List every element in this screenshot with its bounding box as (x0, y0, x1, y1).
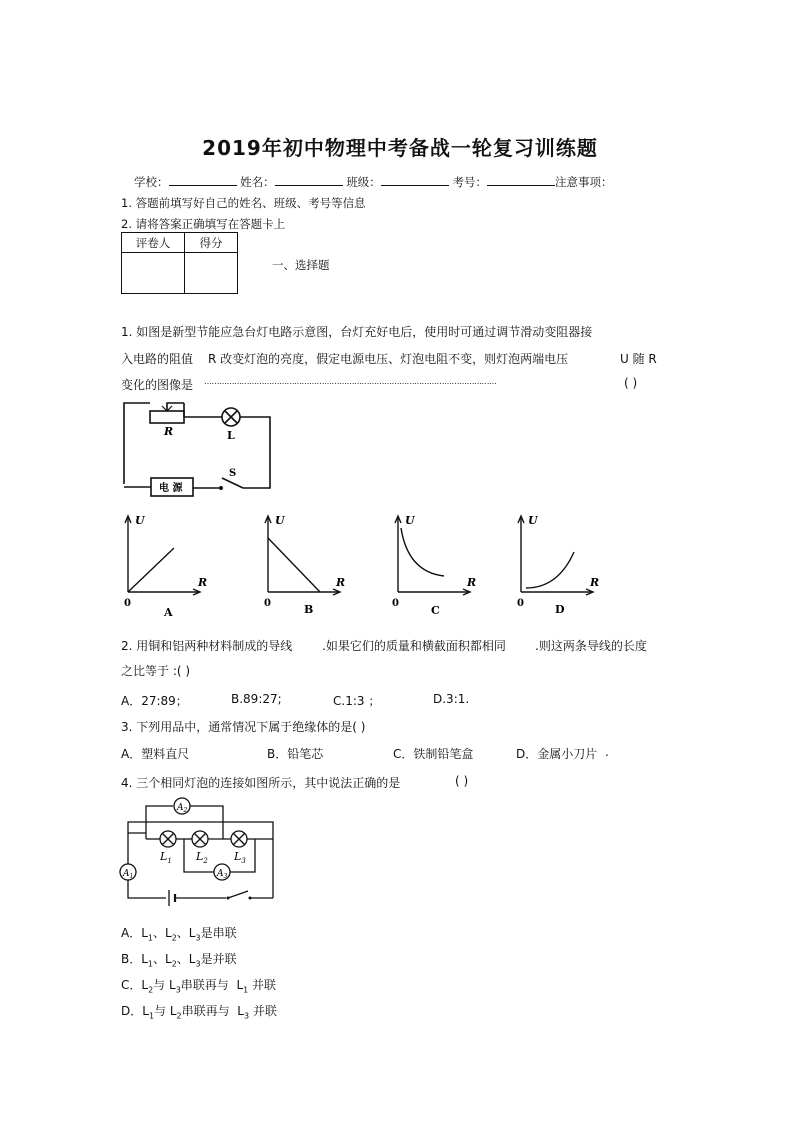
q2-line1a: 2. 用铜和铝两种材料制成的导线 (121, 639, 293, 653)
grader-cell[interactable] (122, 253, 185, 294)
q4-option-a[interactable]: A．$L_1$、$L_2$、$L_3$是串联 (121, 926, 237, 943)
q2-option-d[interactable]: D.3:1. (433, 692, 470, 706)
section-title: 一、选择题 (272, 258, 330, 272)
q1-dots: ……………………………………………………………………………………………………… (204, 377, 497, 386)
graph-c-label: C (431, 604, 440, 617)
q3-option-b[interactable]: B．铅笔芯 (267, 747, 324, 761)
instruction-1: 1. 答题前填写好自己的姓名、班级、考号等信息 (121, 196, 366, 210)
graph-c-u: U (405, 514, 415, 527)
q4-option-b[interactable]: B．$L_1$、$L_2$、$L_3$是并联 (121, 952, 237, 969)
info-line (134, 173, 612, 190)
graph-a-label: A (164, 606, 173, 619)
circuit-s-label: S (229, 468, 237, 479)
q3-option-a[interactable]: A．塑料直尺 (121, 747, 190, 761)
graph-d-label: D (555, 603, 565, 616)
q1-answer-paren: ( ) (624, 376, 638, 390)
graph-b-u: U (275, 514, 285, 527)
a3-label: $A_3$ (217, 869, 228, 880)
q4-circuit-diagram (116, 796, 280, 908)
page-title: 2019年初中物理中考备战一轮复习训练题 (202, 136, 598, 160)
graph-d-u: U (528, 514, 538, 527)
graph-b-line (268, 538, 320, 592)
graph-c-curve (401, 528, 444, 576)
graph-d-curve (526, 552, 574, 588)
switch-icon (228, 891, 248, 898)
instruction-2: 2. 请将答案正确填写在答题卡上 (121, 217, 286, 231)
a2-label: $A_2$ (177, 803, 188, 814)
l1-label: $L_1$ (160, 850, 172, 865)
graph-b-origin: 0 (264, 598, 271, 609)
class-label: 班级： (346, 175, 381, 189)
exam-no-label: 考号： (452, 175, 487, 189)
graph-a-line (128, 548, 174, 592)
switch-icon (222, 478, 243, 488)
q1-line2b: R 改变灯泡的亮度，假定电源电压、灯泡电阻不变，则灯泡两端电压 (208, 352, 569, 366)
circuit-r-label: R (164, 425, 174, 438)
graph-d-origin: 0 (517, 598, 524, 609)
a1-label: $A_1$ (123, 869, 134, 880)
school-label: 学校： (134, 175, 169, 189)
q4-option-c[interactable]: C．$L_2$与 $L_3$串联再与 $L_1$ 并联 (121, 978, 277, 995)
graph-a-r: R (198, 576, 208, 589)
circuit-source-label: 电 源 (159, 483, 183, 494)
notes-label: 注意事项： (554, 175, 613, 189)
name-label: 姓名： (240, 175, 275, 189)
q4-stem: 4. 三个相同灯泡的连接如图所示，其中说法正确的是 (121, 776, 401, 790)
l2-label: $L_2$ (196, 850, 208, 865)
q4-answer-paren: ( ) (455, 774, 469, 788)
name-blank[interactable] (275, 173, 343, 186)
l3-label: $L_3$ (234, 850, 246, 865)
q3-trailing-dot: . (605, 745, 609, 759)
q2-option-c[interactable]: C.1:3 ； (333, 694, 381, 708)
q2-line1c: .则这两条导线的长度 (535, 639, 647, 653)
q2-option-b[interactable]: B.89:27; (231, 692, 282, 706)
q2-line2: 之比等于 :( ) (121, 664, 191, 678)
class-blank[interactable] (381, 173, 449, 186)
q1-line3a: 变化的图像是 (121, 378, 194, 392)
graph-a-u: U (135, 514, 145, 527)
circuit-l-label: L (227, 429, 235, 442)
q1-line1: 1. 如图是新型节能应急台灯电路示意图，台灯充好电后，使用时可通过调节滑动变阻器接 (121, 325, 593, 339)
q1-graph-options (118, 510, 608, 620)
graph-c-origin: 0 (392, 598, 399, 609)
q1-line2a: 入电路的阻值 (121, 352, 194, 366)
q1-line2c: U 随 R (620, 352, 657, 366)
score-cell[interactable] (185, 253, 238, 294)
rheostat-icon (150, 411, 184, 423)
q3-option-d[interactable]: D．金属小刀片 (516, 747, 598, 761)
q2-option-a[interactable]: A．27:89； (121, 694, 188, 708)
graph-b-r: R (336, 576, 346, 589)
graph-d-r: R (590, 576, 600, 589)
school-blank[interactable] (169, 173, 237, 186)
graph-b-label: B (304, 603, 314, 616)
q3-stem: 3. 下列用品中，通常情况下属于绝缘体的是( ) (121, 720, 366, 734)
score-table (121, 232, 238, 294)
exam-no-blank[interactable] (487, 173, 555, 186)
graph-a-origin: 0 (124, 598, 131, 609)
grader-header: 评卷人 (122, 233, 185, 253)
q3-option-c[interactable]: C．铁制铅笔盒 (393, 747, 474, 761)
q2-line1b: .如果它们的质量和横截面积都相同 (322, 639, 506, 653)
score-header: 得分 (185, 233, 238, 253)
graph-c-r: R (467, 576, 477, 589)
q1-circuit-diagram (118, 398, 278, 498)
q4-option-d[interactable]: D．$L_1$与 $L_2$串联再与 $L_3$ 并联 (121, 1004, 277, 1021)
